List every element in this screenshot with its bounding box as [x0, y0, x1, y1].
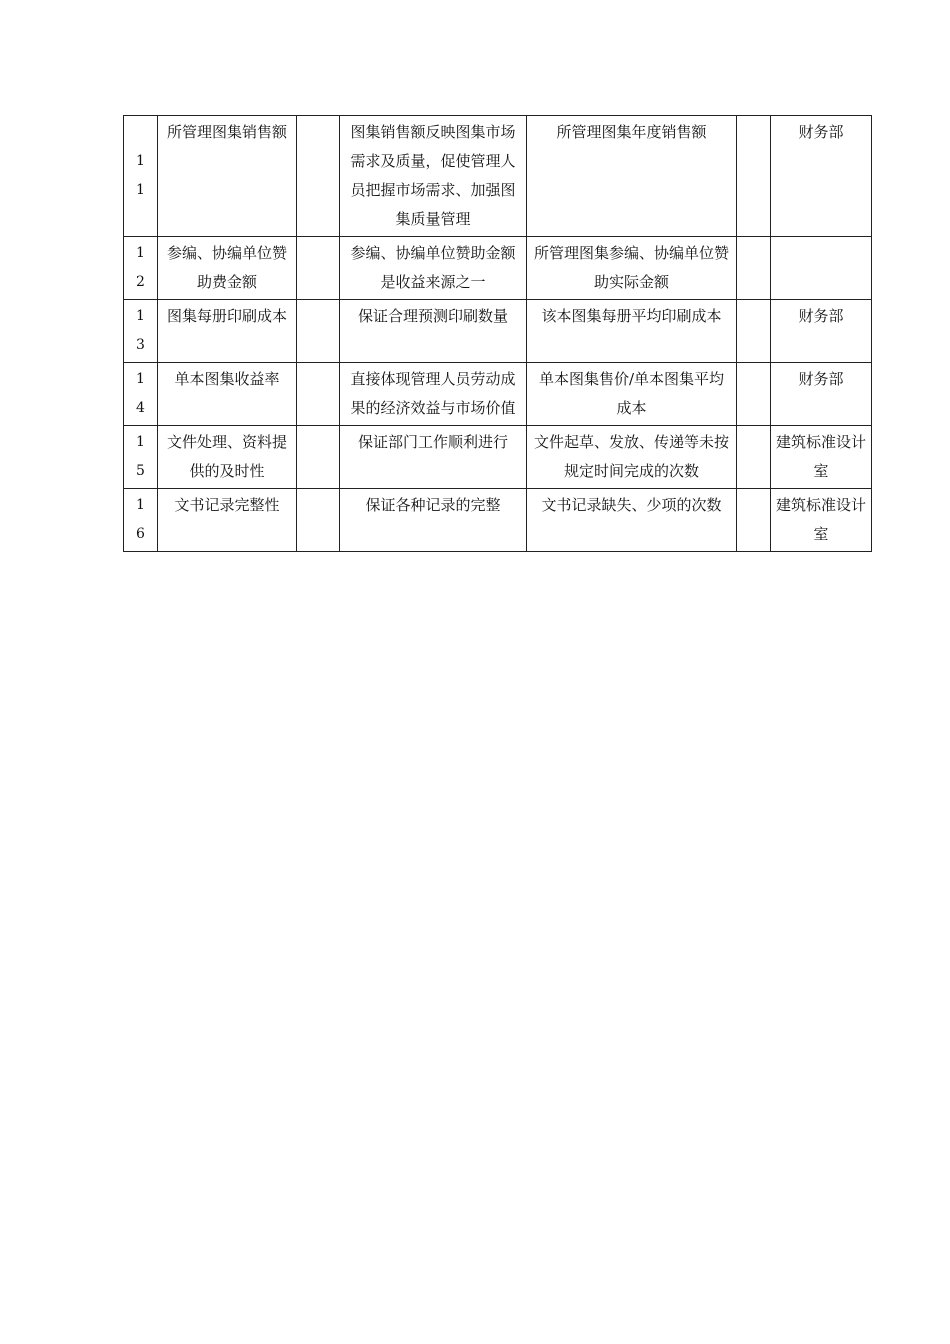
- indicator-cell: 图集每册印刷成本: [158, 300, 297, 363]
- weight-cell: [297, 116, 340, 237]
- definition-cell: 所管理图集参编、协编单位赞助实际金额: [527, 237, 737, 300]
- row-index-cell: 14: [124, 363, 158, 426]
- source-dept-cell: 建筑标准设计室: [771, 426, 872, 489]
- source-dept-cell: 建筑标准设计室: [771, 489, 872, 552]
- indicator-cell: 单本图集收益率: [158, 363, 297, 426]
- table-row: [124, 363, 872, 426]
- weight-cell: [297, 426, 340, 489]
- table-row: [124, 300, 872, 363]
- purpose-cell: 保证合理预测印刷数量: [340, 300, 527, 363]
- target-cell: [737, 237, 771, 300]
- table-row: [124, 426, 872, 489]
- row-index-cell: 16: [124, 489, 158, 552]
- definition-cell: 该本图集每册平均印刷成本: [527, 300, 737, 363]
- weight-cell: [297, 363, 340, 426]
- definition-cell: 文件起草、发放、传递等未按规定时间完成的次数: [527, 426, 737, 489]
- kpi-table: [123, 115, 872, 552]
- purpose-cell: 直接体现管理人员劳动成果的经济效益与市场价值: [340, 363, 527, 426]
- weight-cell: [297, 237, 340, 300]
- row-index-cell: 15: [124, 426, 158, 489]
- row-index-cell: 13: [124, 300, 158, 363]
- target-cell: [737, 300, 771, 363]
- target-cell: [737, 426, 771, 489]
- table-row: [124, 489, 872, 552]
- target-cell: [737, 489, 771, 552]
- indicator-cell: 参编、协编单位赞助费金额: [158, 237, 297, 300]
- weight-cell: [297, 489, 340, 552]
- purpose-cell: 保证部门工作顺利进行: [340, 426, 527, 489]
- purpose-cell: 保证各种记录的完整: [340, 489, 527, 552]
- target-cell: [737, 363, 771, 426]
- definition-cell: 所管理图集年度销售额: [527, 116, 737, 237]
- source-dept-cell: 财务部: [771, 116, 872, 237]
- target-cell: [737, 116, 771, 237]
- source-dept-cell: [771, 237, 872, 300]
- source-dept-cell: 财务部: [771, 363, 872, 426]
- weight-cell: [297, 300, 340, 363]
- source-dept-cell: 财务部: [771, 300, 872, 363]
- row-index-cell: 11: [124, 116, 158, 237]
- row-index-cell: 12: [124, 237, 158, 300]
- purpose-cell: 图集销售额反映图集市场需求及质量，促使管理人员把握市场需求、加强图集质量管理: [340, 116, 527, 237]
- indicator-cell: 文书记录完整性: [158, 489, 297, 552]
- indicator-cell: 文件处理、资料提供的及时性: [158, 426, 297, 489]
- indicator-cell: 所管理图集销售额: [158, 116, 297, 237]
- table-row: [124, 237, 872, 300]
- definition-cell: 单本图集售价/单本图集平均成本: [527, 363, 737, 426]
- table-row: [124, 116, 872, 237]
- definition-cell: 文书记录缺失、少项的次数: [527, 489, 737, 552]
- purpose-cell: 参编、协编单位赞助金额是收益来源之一: [340, 237, 527, 300]
